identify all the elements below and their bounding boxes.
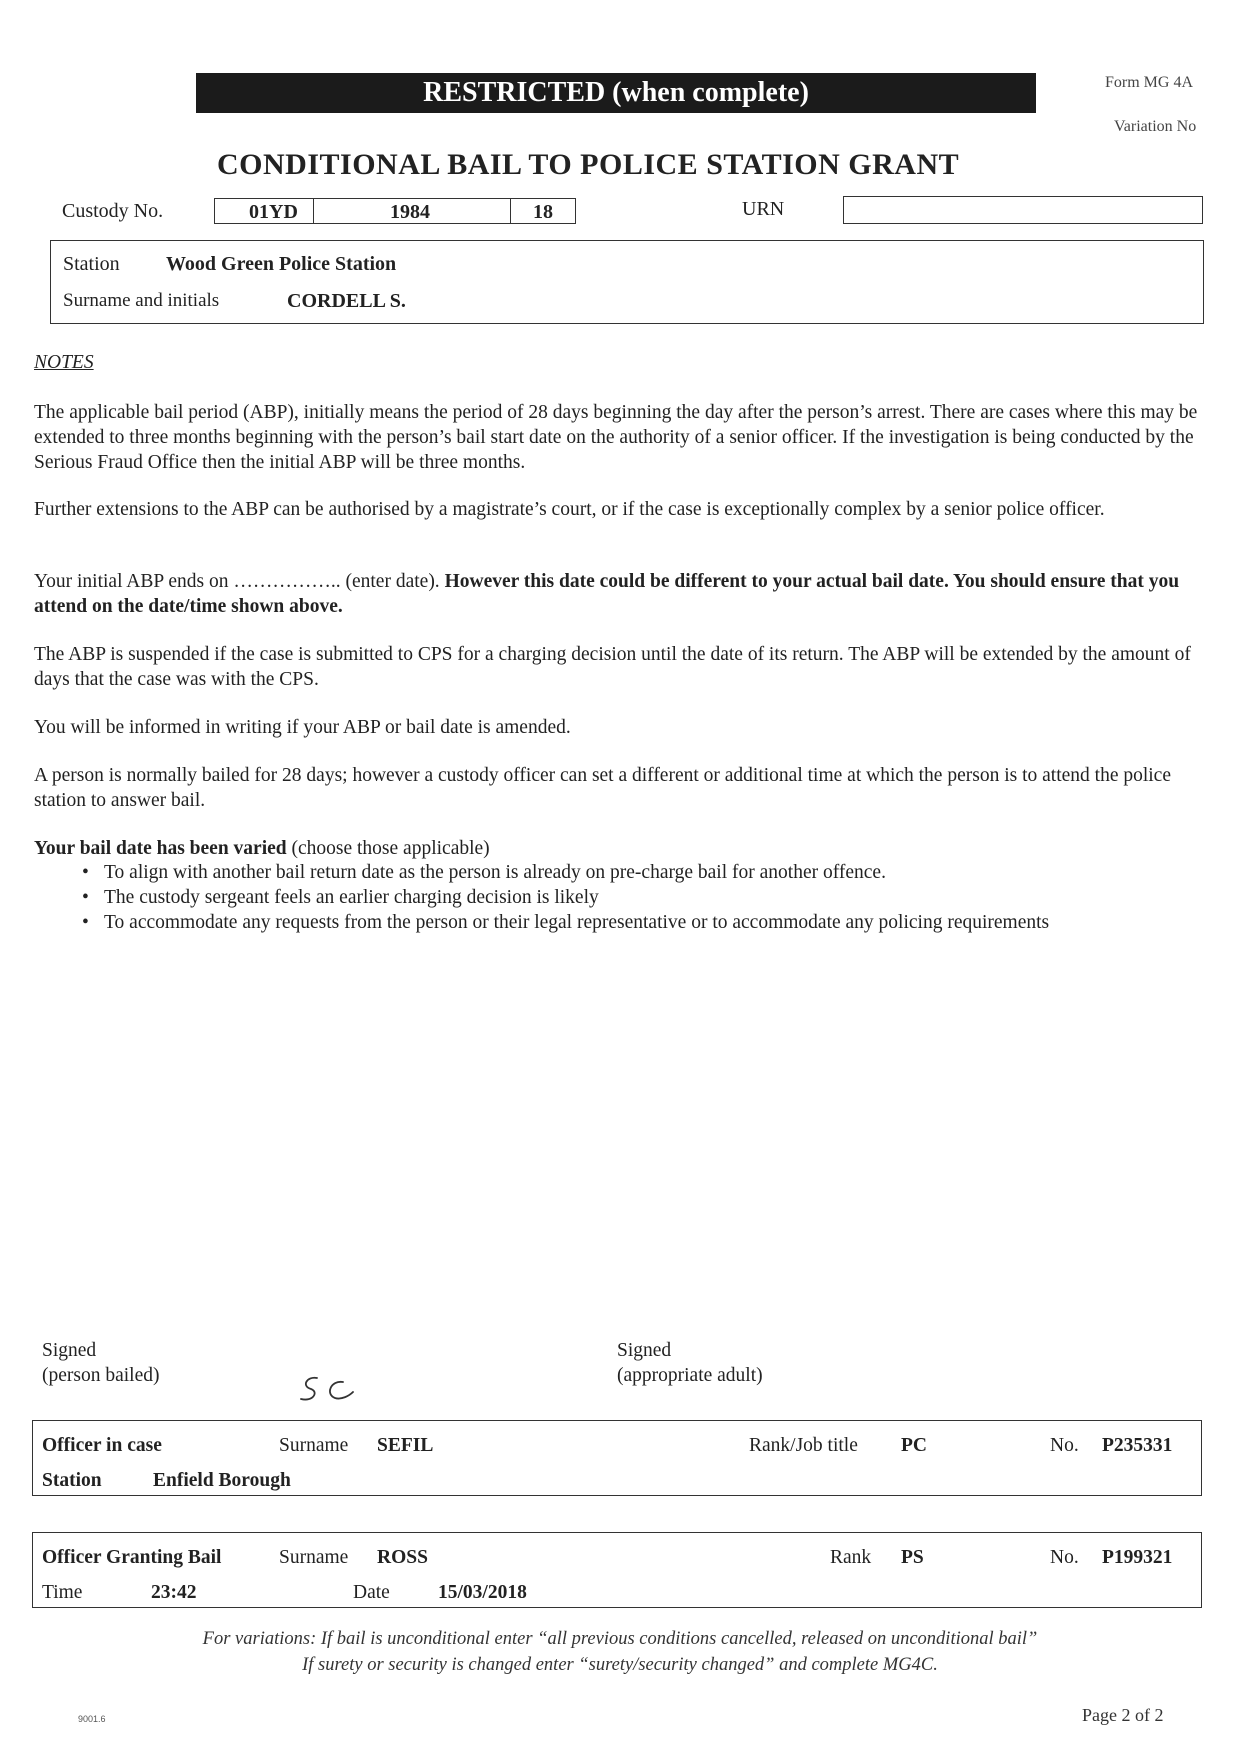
ogb-rank-value: PS <box>901 1547 924 1568</box>
signed-appropriate-adult-label <box>617 1338 763 1388</box>
variation-instruction-2: If surety or security is changed enter “surety/security changed” and complete MG4C. <box>302 1655 938 1675</box>
variation-label: Variation No <box>1114 118 1197 135</box>
appropriate-adult-label: (appropriate adult) <box>617 1365 763 1386</box>
officer-in-case-box <box>32 1420 1202 1496</box>
custody-part-1: 01YD <box>249 201 298 223</box>
signed-label: Signed <box>42 1340 97 1361</box>
bail-varied-bold: Your bail date has been varied <box>34 838 287 859</box>
surname-value: CORDELL S. <box>287 290 406 312</box>
bail-variation-reasons <box>78 860 1049 935</box>
ogb-surname-label: Surname <box>279 1547 349 1568</box>
notes-heading: NOTES <box>34 352 94 373</box>
abp-warning: However this date could be different to your actual bail date. You should ensure that you attend on the date/time shown above. <box>34 571 1180 617</box>
oic-surname-value: SEFIL <box>377 1435 434 1456</box>
ogb-date-value: 15/03/2018 <box>438 1582 527 1603</box>
abp-end-date-text: Your initial ABP ends on …………….. (enter date). <box>34 571 445 592</box>
custody-number-field[interactable] <box>214 198 576 224</box>
urn-field[interactable] <box>843 196 1203 224</box>
notes-paragraph-2: Further extensions to the ABP can be authorised by a magistrate’s court, or if the case is exceptionally complex by a senior police officer. <box>34 499 1105 520</box>
oic-surname-label: Surname <box>279 1435 349 1456</box>
signed-person-bailed-label <box>42 1338 160 1388</box>
ogb-date-label: Date <box>353 1582 390 1603</box>
officer-in-case-label: Officer in case <box>42 1435 162 1456</box>
notes-paragraph-3 <box>34 569 1216 619</box>
oic-number-label: No. <box>1050 1435 1079 1456</box>
custody-part-2: 1984 <box>390 201 430 223</box>
list-item: • To accommodate any requests from the person or their legal representative or to accommodate any policing requirements <box>78 910 1049 935</box>
custody-part-3: 18 <box>533 201 553 223</box>
ogb-time-label: Time <box>42 1582 83 1603</box>
variation-instruction-1: For variations: If bail is unconditional enter “all previous conditions cancelled, released on unconditional bail” <box>202 1629 1038 1649</box>
ogb-number-label: No. <box>1050 1547 1079 1568</box>
person-bailed-signature <box>295 1372 359 1408</box>
custody-no-label: Custody No. <box>62 200 164 222</box>
list-item: • The custody sergeant feels an earlier charging decision is likely <box>78 885 1049 910</box>
bail-varied-heading <box>34 836 1216 861</box>
urn-label: URN <box>742 198 785 220</box>
oic-rank-label: Rank/Job title <box>749 1435 858 1456</box>
officer-granting-bail-label: Officer Granting Bail <box>42 1547 222 1568</box>
notes-paragraph-1: The applicable bail period (ABP), initially means the period of 28 days beginning the day after the person’s arrest. There are cases where this may be extended to three months beginning with the person’s bail start date on the authority of a senior officer. If the investigation is being conducted by the Serious Fraud Office then the initial ABP will be three months. <box>34 402 1198 473</box>
restricted-banner: RESTRICTED (when complete) <box>196 73 1036 113</box>
station-label: Station <box>63 253 120 275</box>
ogb-surname-value: ROSS <box>377 1547 428 1568</box>
signed-label: Signed <box>617 1340 672 1361</box>
bail-varied-note: (choose those applicable) <box>286 838 490 859</box>
list-item: • To align with another bail return date as the person is already on pre-charge bail for another offence. <box>78 860 1049 885</box>
notes-paragraph-4: The ABP is suspended if the case is submitted to CPS for a charging decision until the date of its return. The ABP will be extended by the amount of days that the case was with the CPS. <box>34 644 1191 690</box>
person-bailed-label: (person bailed) <box>42 1365 160 1386</box>
oic-rank-value: PC <box>901 1435 927 1456</box>
oic-number-value: P235331 <box>1102 1435 1173 1456</box>
form-reference: Form MG 4A <box>1105 74 1194 91</box>
variation-instructions <box>0 1626 1240 1678</box>
ogb-rank-label: Rank <box>830 1547 872 1568</box>
officer-granting-bail-box <box>32 1532 1202 1608</box>
person-details-box <box>50 240 1204 324</box>
station-value: Wood Green Police Station <box>166 253 397 275</box>
notes-paragraph-6: A person is normally bailed for 28 days; however a custody officer can set a different or additional time at which the person is to attend the police station to answer bail. <box>34 765 1171 811</box>
surname-label: Surname and initials <box>63 290 220 311</box>
oic-station-label: Station <box>42 1470 102 1491</box>
oic-station-value: Enfield Borough <box>153 1470 291 1491</box>
form-code: 9001.6 <box>78 1714 106 1724</box>
notes-paragraph-5: You will be informed in writing if your ABP or bail date is amended. <box>34 717 571 738</box>
ogb-time-value: 23:42 <box>151 1582 197 1603</box>
page-title: CONDITIONAL BAIL TO POLICE STATION GRANT <box>217 148 960 181</box>
ogb-number-value: P199321 <box>1102 1547 1173 1568</box>
page-number: Page 2 of 2 <box>1082 1705 1164 1725</box>
